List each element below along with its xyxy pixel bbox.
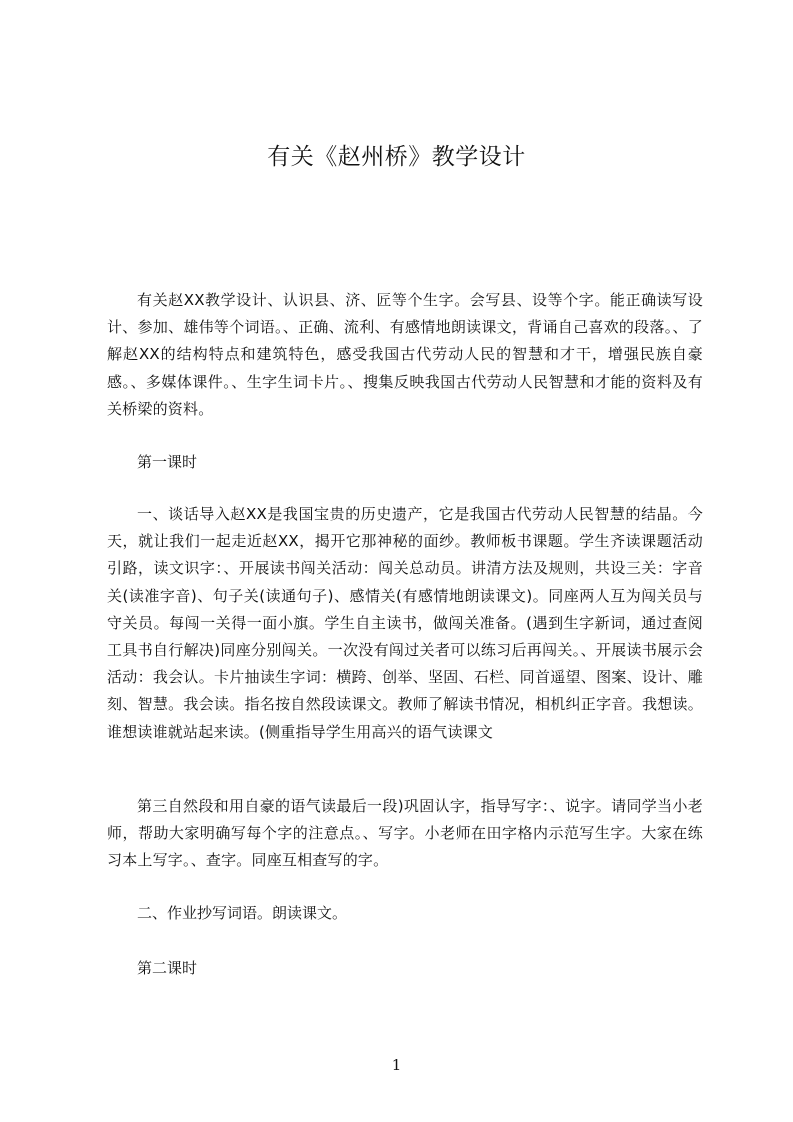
lesson-one-paragraph: 一、谈话导入赵XX是我国宝贵的历史遗产，它是我国古代劳动人民智慧的结晶。今天，就让我们一起走近赵XX，揭开它那神秘的面纱。教师板书课题。学生齐读课题活动引路，读文识字：、开展读书闯关活动：闯关总动员。讲清方法及规则，共设三关：字音关(读准字音)、句子关(读通句子)、感情关(有感情地朗读课文)。同座两人互为闯关员与守关员。每闯一关得一面小旗。学生自主读书，做闯关准备。(遇到生字新词，通过查阅工具书自行解决)同座分别闯关。一次没有闯过关者可以练习后再闯关。、开展读书展示会活动：我会认。卡片抽读生字词：横跨、创举、坚固、石栏、同首遥望、图案、设计、雕刻、智慧。我会读。指名按自然段读课文。教师了解读书情况，相机纠正字音。我想读。谁想读谁就站起来读。(侧重指导学生用高兴的语气读课文 bbox=[107, 505, 703, 741]
lesson-two-heading: 第二课时 bbox=[137, 959, 198, 977]
lesson-one-writing-paragraph: 第三自然段和用自豪的语气读最后一段)巩固认字，指导写字：、说字。请同学当小老师，帮助大家明确写每个字的注意点。、写字。小老师在田字格内示范写生字。大家在练习本上写字。、查字。同座互相查写的字。 bbox=[107, 797, 703, 870]
lesson-one-heading: 第一课时 bbox=[137, 453, 198, 471]
homework-line: 二、作业抄写词语。朗读课文。 bbox=[137, 904, 348, 922]
page-number: 1 bbox=[391, 1056, 402, 1074]
intro-paragraph: 有关赵XX教学设计、认识县、济、匠等个生字。会写县、设等个字。能正确读写设计、参加、雄伟等个词语。、正确、流利、有感情地朗读课文，背诵自己喜欢的段落。、了解赵XX的结构特点和建筑特色，感受我国古代劳动人民的智慧和才干，增强民族自豪感。、多媒体课件。、生字生词卡片。、搜集反映我国古代劳动人民智慧和才能的资料及有关桥梁的资料。 bbox=[107, 291, 703, 418]
document-title: 有关《赵州桥》教学设计 bbox=[267, 144, 526, 170]
